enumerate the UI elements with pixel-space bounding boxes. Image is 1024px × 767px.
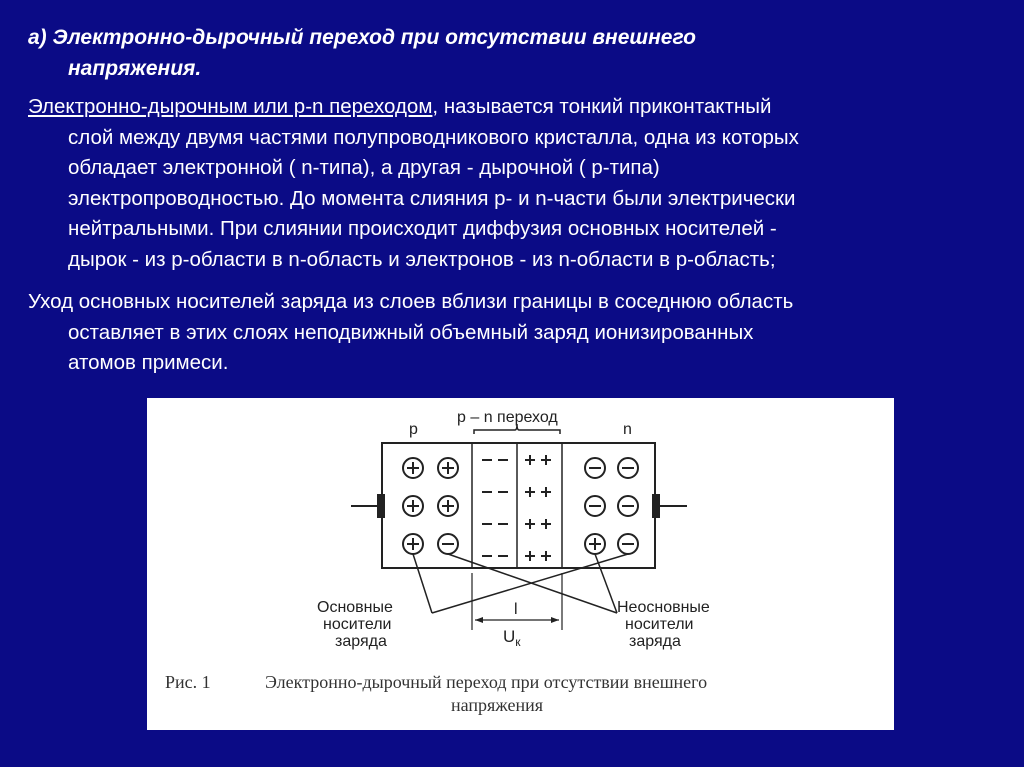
right-contact	[652, 494, 660, 518]
pointer-line	[413, 554, 432, 613]
positive-ion-marks	[525, 487, 551, 497]
label-p-region: p	[409, 421, 418, 438]
pointer-line	[595, 554, 617, 613]
plus-mark	[442, 462, 454, 474]
plus-mark	[407, 462, 419, 474]
positive-ion-marks	[525, 455, 551, 465]
paragraph-line: оставляет в этих слоях неподвижный объемный заряд ионизированных	[68, 320, 754, 344]
pn-junction-diagram	[147, 398, 894, 730]
pn-junction-figure	[147, 398, 894, 730]
pointer-line	[448, 554, 617, 613]
label-majority-line-1: Основные	[317, 599, 393, 616]
label-width-l: l	[514, 601, 518, 618]
paragraph-line: дырок - из р-области в n-область и электронов - из n-области в р-область;	[68, 247, 776, 271]
plus-mark	[407, 538, 419, 550]
label-u-subscript: к	[515, 635, 521, 649]
definition-paragraph	[28, 92, 1013, 275]
fixed-negative-charges	[482, 460, 508, 556]
caption-line-2: напряжения	[451, 695, 544, 715]
slide-title	[28, 22, 988, 84]
positive-ion-marks	[525, 519, 551, 529]
title-line-1: а) Электронно-дырочный переход при отсутствии внешнего	[28, 26, 696, 49]
paragraph-line	[28, 92, 1013, 123]
negative-ion-marks	[482, 460, 508, 556]
label-majority-line-3: заряда	[335, 633, 387, 650]
paragraph-line: электропроводностью. До момента слияния р- и n-части были электрически	[68, 186, 796, 210]
paragraph-line: атомов примеси.	[68, 351, 229, 374]
paragraph-line: обладает электронной ( n-типа), а другая - дырочной ( p-типа)	[68, 156, 660, 179]
label-n-region: n	[623, 421, 632, 438]
plus-mark	[407, 500, 419, 512]
fixed-positive-charges	[525, 455, 551, 561]
plus-mark	[589, 538, 601, 550]
paragraph-line: слой между двумя частями полупроводникового кристалла, одна из которых	[68, 125, 799, 149]
paragraph-line: Уход основных носителей заряда из слоев вблизи границы в соседнюю область	[28, 290, 794, 313]
label-u: U	[503, 627, 516, 646]
n-region-electrons	[585, 458, 638, 554]
label-barrier-voltage	[503, 627, 521, 649]
label-pn-junction: p – n переход	[457, 409, 558, 426]
left-contact	[377, 494, 385, 518]
caption-number: Рис. 1	[165, 672, 211, 692]
plus-mark	[442, 500, 454, 512]
label-majority-line-2: носители	[323, 616, 392, 633]
title-line-2: напряжения.	[68, 57, 202, 80]
paragraph-text: , называется тонкий приконтактный	[432, 95, 772, 118]
positive-ion-marks	[525, 551, 551, 561]
label-minority-line-3: заряда	[629, 633, 681, 650]
defined-term: Электронно-дырочным или p-n переходом	[28, 95, 433, 118]
label-minority-line-2: носители	[625, 616, 694, 633]
label-minority-line-1: Неосновные	[617, 599, 710, 616]
paragraph-line: нейтральными. При слиянии происходит диффузия основных носителей -	[68, 217, 777, 240]
p-region-holes	[403, 458, 458, 554]
caption-line-1: Электронно-дырочный переход при отсутствии внешнего	[265, 672, 708, 692]
pointer-lines	[413, 554, 628, 613]
carrier-paragraph	[28, 287, 1013, 379]
